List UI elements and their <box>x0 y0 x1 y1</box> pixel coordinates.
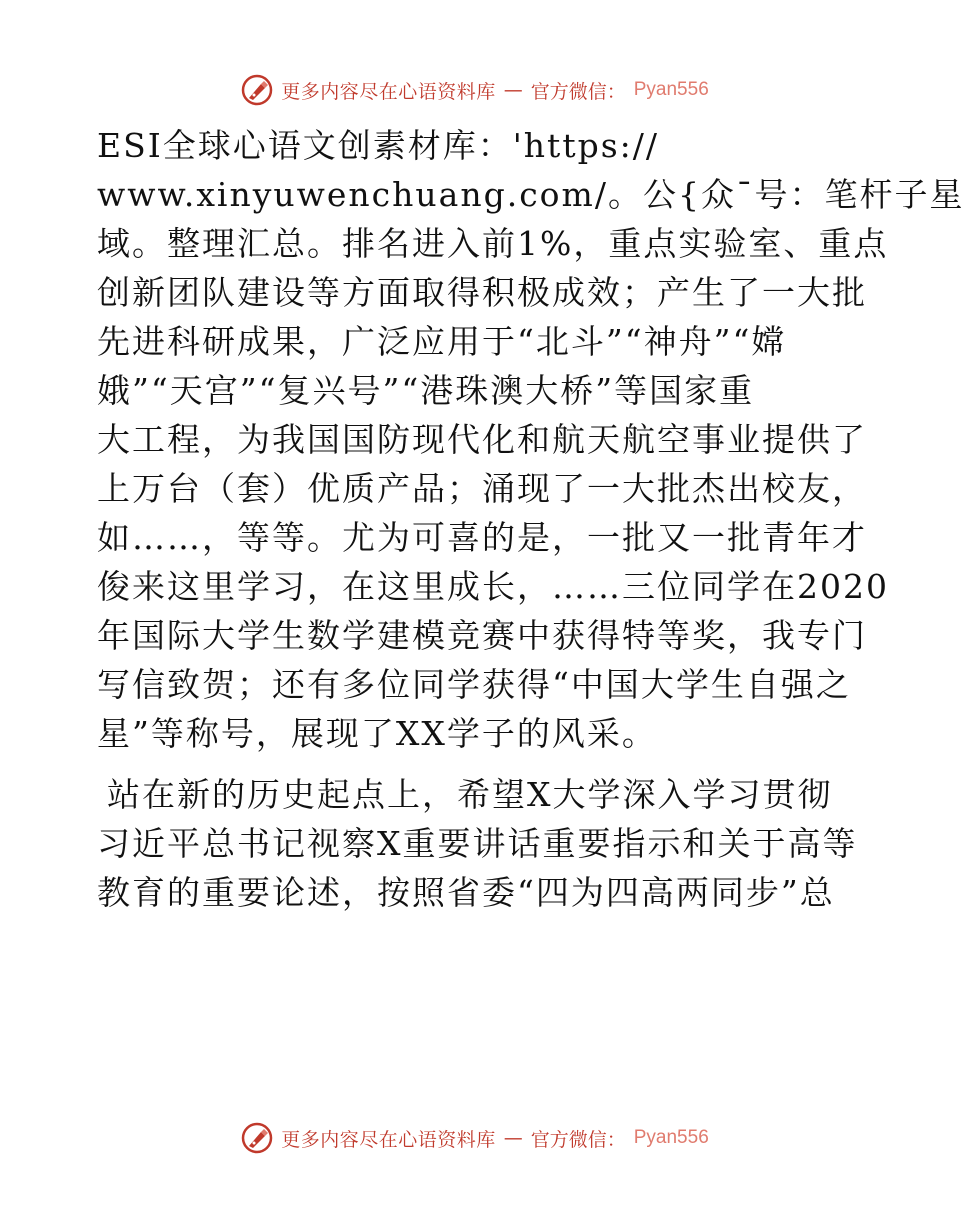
text-line: ESI全球心语文创素材库：'https:// <box>97 126 659 165</box>
text-line: 写信致贺；还有多位同学获得“中国大学生自强之 <box>97 665 851 704</box>
text-line: 俊来这里学习，在这里成长，……三位同学在2020 <box>97 567 889 606</box>
pen-nib-logo-icon <box>241 74 273 106</box>
banner-dash: — <box>503 79 523 101</box>
paragraph-2 <box>97 770 867 917</box>
text-line: 大工程，为我国国防现代化和航天航空事业提供了 <box>97 420 867 459</box>
text-line: 站在新的历史起点上，希望X大学深入学习贯彻 <box>107 775 833 814</box>
text-line: www.xinyuwenchuang.com/。公{众¯号：笔杆子星 <box>97 175 964 214</box>
text-line: 上万台（套）优质产品；涌现了一大批杰出校友， <box>97 469 867 508</box>
text-line: 教育的重要论述，按照省委“四为四高两同步”总 <box>97 873 835 912</box>
pen-nib-logo-icon <box>241 1122 273 1154</box>
banner-official-label: 官方微信： <box>530 1128 626 1151</box>
text-line: 习近平总书记视察X重要讲话重要指示和关于高等 <box>97 824 858 863</box>
banner-main-text: 更多内容尽在心语资料库 <box>281 80 496 103</box>
banner-account-id: Pyan556 <box>633 1127 709 1148</box>
banner-dash: — <box>503 1127 523 1149</box>
banner-main-text: 更多内容尽在心语资料库 <box>281 1128 496 1151</box>
banner-official-label: 官方微信： <box>530 80 626 103</box>
banner-account-id: Pyan556 <box>633 79 709 100</box>
document-body <box>97 121 964 917</box>
text-line: 年国际大学生数学建模竞赛中获得特等奖，我专门 <box>97 616 867 655</box>
text-line: 先进科研成果，广泛应用于“北斗”“神舟”“嫦 <box>97 322 787 361</box>
text-line: 创新团队建设等方面取得积极成效；产生了一大批 <box>97 273 867 312</box>
text-line: 如……，等等。尤为可喜的是，一批又一批青年才 <box>97 518 867 557</box>
text-line: 娥”“天宫”“复兴号”“港珠澳大桥”等国家重 <box>97 371 755 410</box>
footer-banner <box>0 1118 950 1158</box>
text-line: 域。整理汇总。排名进入前1%，重点实验室、重点 <box>97 224 889 263</box>
text-line: 星”等称号，展现了XX学子的风采。 <box>97 714 657 753</box>
header-banner <box>0 70 950 110</box>
paragraph-1 <box>97 121 964 758</box>
